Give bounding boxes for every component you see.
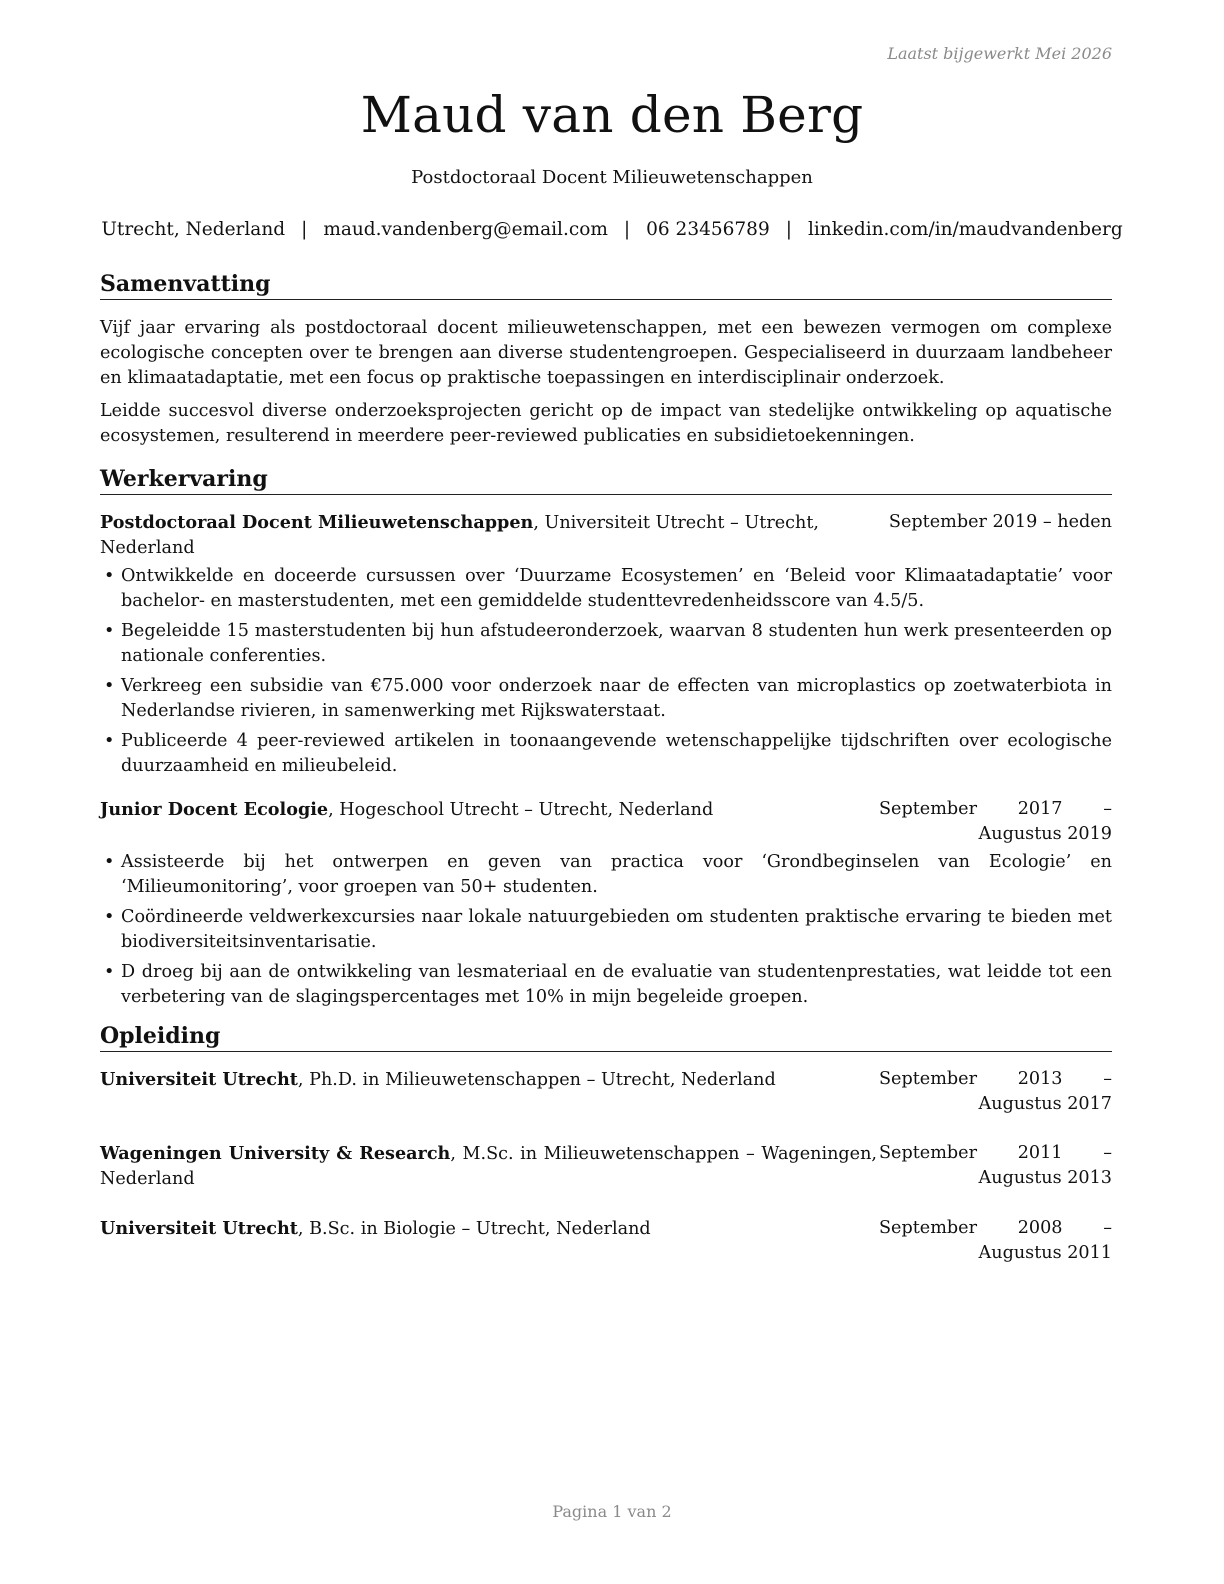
bullet-icon: • bbox=[104, 621, 115, 641]
job-dates: September 2019 – heden bbox=[888, 512, 1112, 532]
education-section bbox=[100, 1022, 1112, 1266]
list-item bbox=[100, 729, 1112, 779]
bullet-text: Publiceerde 4 peer-reviewed artikelen in toonaangevende wetenschappelijke tijdschriften over ecologische duurzaamheid en milieubeleid. bbox=[121, 731, 1112, 776]
education-dates: September 2013 – Augustus 2017 bbox=[879, 1069, 1112, 1114]
bullet-text: Begeleidde 15 masterstudenten bij hun afstudeeronderzoek, waarvan 8 studenten hun werk presenteerden op nationale conferenties. bbox=[121, 621, 1112, 666]
list-item bbox=[100, 674, 1112, 724]
list-item bbox=[100, 905, 1112, 955]
bullet-text: Coördineerde veldwerkexcursies naar lokale natuurgebieden om studenten praktische ervaring te bieden met biodiversiteitsinventarisatie. bbox=[121, 907, 1112, 952]
list-item bbox=[100, 619, 1112, 669]
education-dates: September 2008 – Augustus 2011 bbox=[879, 1218, 1112, 1263]
education-header bbox=[100, 1141, 1112, 1192]
list-item bbox=[100, 850, 1112, 900]
contact-email[interactable]: maud.vandenberg@email.com bbox=[323, 219, 608, 240]
education-degree: , M.Sc. in Milieuwetenschappen – Wageningen, Nederland bbox=[100, 1144, 877, 1189]
contact-phone[interactable]: 06 23456789 bbox=[646, 219, 770, 240]
job-role-org bbox=[100, 797, 879, 847]
bullet-icon: • bbox=[104, 731, 115, 751]
job-title: Postdoctoraal Docent Milieuwetenschappen bbox=[411, 167, 813, 188]
person-name: Maud van den Berg bbox=[360, 86, 864, 144]
education-entry bbox=[100, 1216, 1112, 1266]
contact-separator: | bbox=[301, 219, 308, 240]
job-header bbox=[100, 797, 1112, 847]
experience-section bbox=[100, 465, 1112, 1010]
bullet-text: D droeg bij aan de ontwikkeling van lesmateriaal en de evaluatie van studentenprestaties, wat leidde tot een verbetering van de slagingspercentages met 10% in mijn begeleide groepen. bbox=[121, 962, 1112, 1007]
cv-content bbox=[100, 270, 1112, 1266]
contact-linkedin[interactable]: linkedin.com/in/maudvandenberg bbox=[807, 219, 1123, 240]
bullet-icon: • bbox=[104, 566, 115, 586]
bullet-icon: • bbox=[104, 852, 115, 872]
section-heading-education: Opleiding bbox=[100, 1022, 1112, 1052]
job-role: Postdoctoraal Docent Milieuwetenschappen bbox=[100, 512, 534, 533]
job-bullets bbox=[100, 850, 1112, 1010]
job-entry bbox=[100, 510, 1112, 779]
contact-separator: | bbox=[785, 219, 792, 240]
education-dates: September 2011 – Augustus 2013 bbox=[879, 1143, 1112, 1188]
last-updated: Laatst bijgewerkt Mei 2026 bbox=[887, 44, 1112, 63]
education-school: Universiteit Utrecht bbox=[100, 1069, 298, 1090]
education-school: Universiteit Utrecht bbox=[100, 1218, 298, 1239]
summary-section bbox=[100, 270, 1112, 449]
bullet-text: Ontwikkelde en doceerde cursussen over ‘Duurzame Ecosystemen’ en ‘Beleid voor Klimaatadaptatie’ voor bachelor- en masterstudenten, met een gemiddelde studenttevredenheidsscore van 4.5/5. bbox=[121, 566, 1112, 611]
education-school-degree bbox=[100, 1067, 879, 1117]
job-org: , Universiteit Utrecht – Utrecht, Nederland bbox=[100, 513, 820, 558]
education-header bbox=[100, 1216, 1112, 1266]
section-heading-experience: Werkervaring bbox=[100, 465, 1112, 495]
contact-line bbox=[0, 219, 1224, 240]
summary-paragraph: Vijf jaar ervaring als postdoctoraal docent milieuwetenschappen, met een bewezen vermogen om complexe ecologische concepten over te brengen aan diverse studentengroepen. Gespecialiseerd in duurzaam landbeheer en klimaatadaptatie, met een focus op praktische toepassingen en interdisciplinair onderzoek. bbox=[100, 318, 1112, 388]
bullet-icon: • bbox=[104, 907, 115, 927]
page-number: Pagina 1 van 2 bbox=[552, 1502, 672, 1521]
job-bullets bbox=[100, 564, 1112, 779]
education-entry bbox=[100, 1067, 1112, 1117]
job-org: , Hogeschool Utrecht – Utrecht, Nederland bbox=[328, 800, 714, 820]
bullet-text: Verkreeg een subsidie van €75.000 voor onderzoek naar de effecten van microplastics op zoetwaterbiota in Nederlandse rivieren, in samenwerking met Rijkswaterstaat. bbox=[121, 676, 1112, 721]
job-role: Junior Docent Ecologie bbox=[100, 799, 329, 820]
education-school-degree bbox=[100, 1141, 879, 1192]
education-school: Wageningen University & Research bbox=[100, 1143, 451, 1164]
job-entry bbox=[100, 797, 1112, 1010]
education-degree: , Ph.D. in Milieuwetenschappen – Utrecht, Nederland bbox=[297, 1070, 776, 1090]
job-dates: September 2017 – Augustus 2019 bbox=[879, 799, 1112, 844]
list-item bbox=[100, 960, 1112, 1010]
contact-location: Utrecht, Nederland bbox=[101, 219, 286, 240]
education-entry bbox=[100, 1141, 1112, 1192]
education-header bbox=[100, 1067, 1112, 1117]
job-role-org bbox=[100, 510, 889, 561]
section-heading-summary: Samenvatting bbox=[100, 270, 1112, 300]
summary-paragraph: Leidde succesvol diverse onderzoeksprojecten gericht op de impact van stedelijke ontwikkeling op aquatische ecosystemen, resulterend in meerdere peer-reviewed publicaties en subsidietoekenningen. bbox=[100, 401, 1112, 446]
job-header bbox=[100, 510, 1112, 561]
education-degree: , B.Sc. in Biologie – Utrecht, Nederland bbox=[297, 1219, 651, 1239]
bullet-text: Assisteerde bij het ontwerpen en geven van practica voor ‘Grondbeginselen van Ecologie’ en ‘Milieumonitoring’, voor groepen van 50+ studenten. bbox=[121, 852, 1112, 897]
education-school-degree bbox=[100, 1216, 879, 1266]
contact-separator: | bbox=[623, 219, 631, 240]
bullet-icon: • bbox=[104, 962, 115, 982]
list-item bbox=[100, 564, 1112, 614]
bullet-icon: • bbox=[104, 676, 115, 696]
